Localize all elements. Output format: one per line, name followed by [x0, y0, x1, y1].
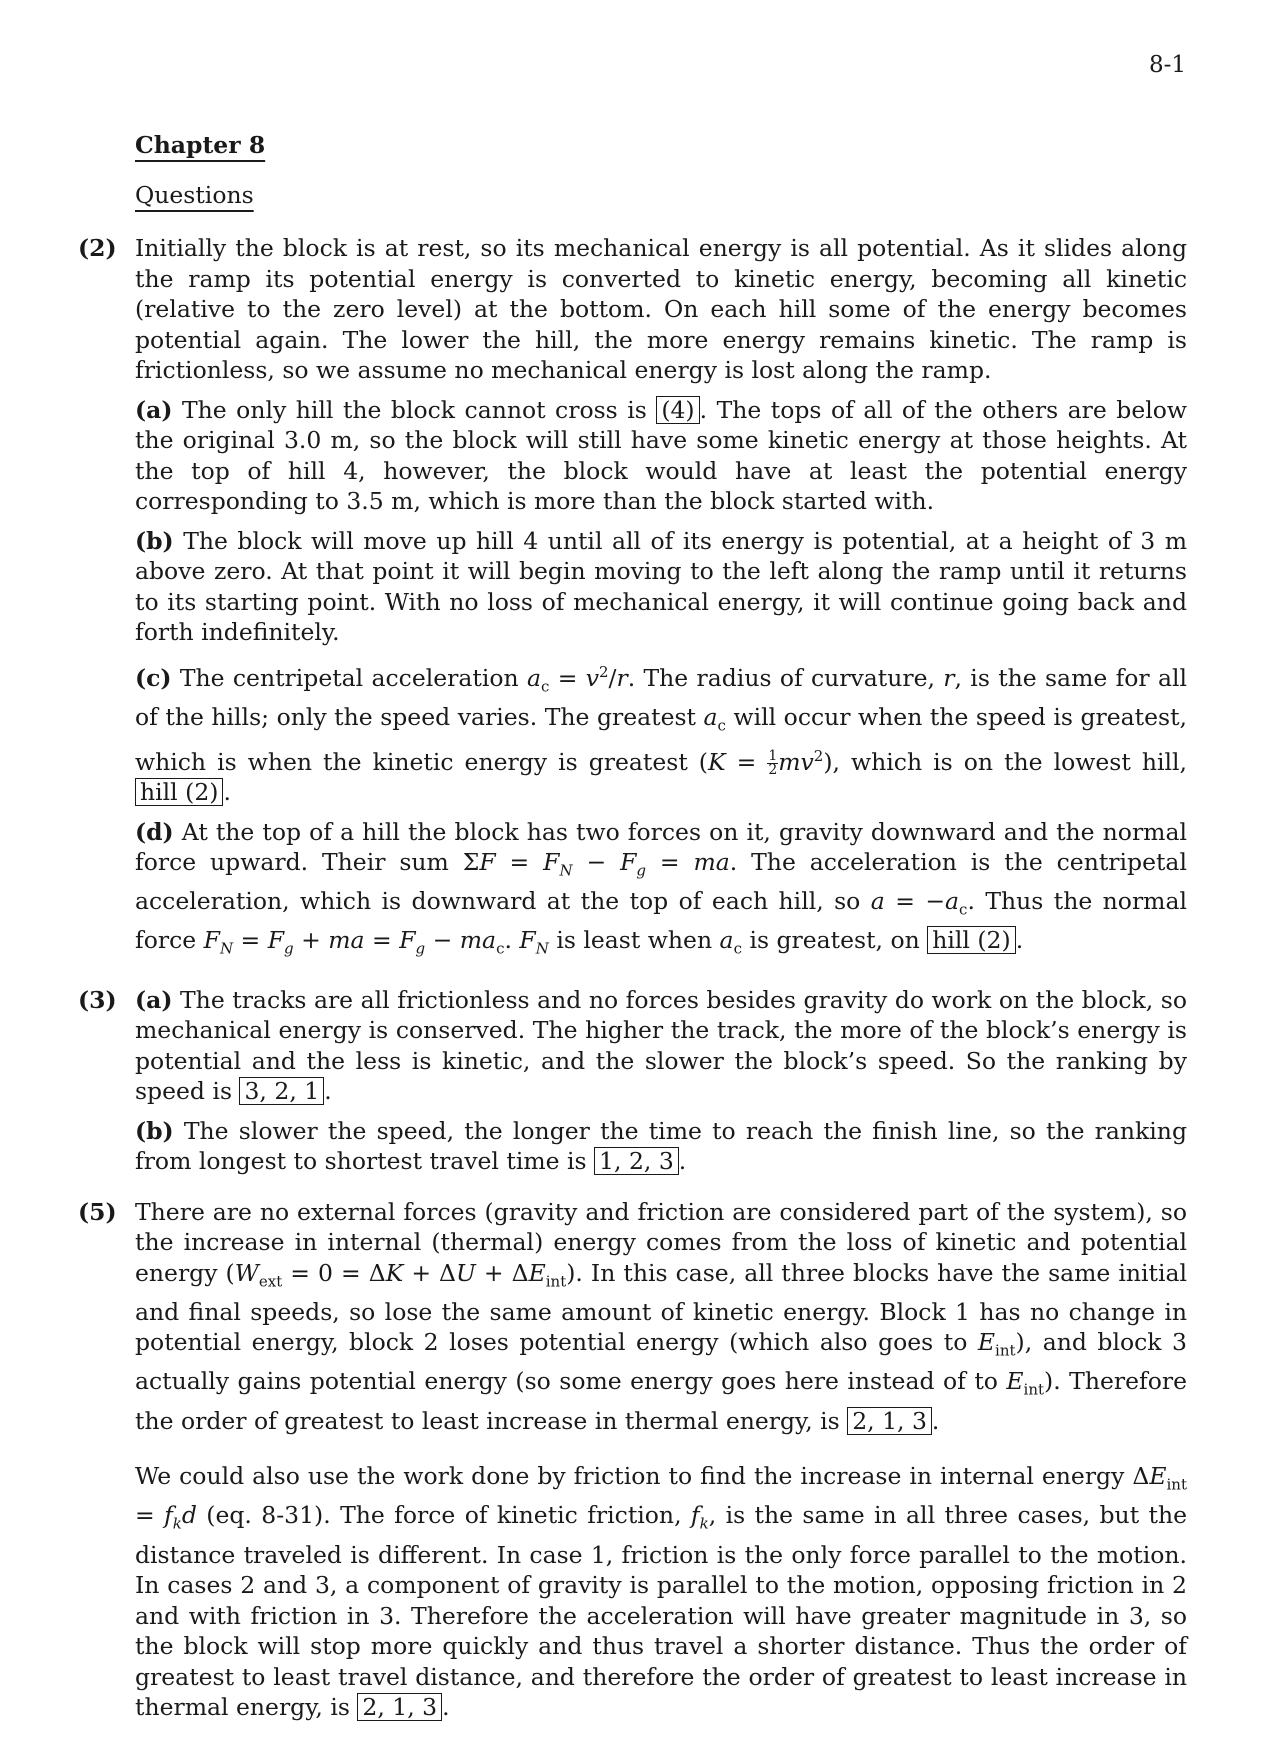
answer-box: hill (2) — [927, 926, 1015, 954]
question-5-para-2: We could also use the work done by friction to find the increase in internal energy $\Delta E_{int} = f_kd$ (eq. 8-31). The force of kinetic friction, $f_k$, is the same in all three cases, but the distance traveled is different. In case 1, friction is the only force parallel to the motion. In cases 2 and 3, a component of gravity is parallel to the motion, opposing friction in 2 and with friction in 3. Therefore the acceleration will have greater magnitude in 3, so the block will stop more quickly and thus travel a shorter distance. Thus the order of greatest to least travel distance, and therefore the order of greatest to least increase in thermal energy, is 2, 1, 3 . — [135, 1462, 1188, 1722]
question-2-part-b: (b) The block will move up hill 4 until all of its energy is potential, at a height of 3 m above zero. At that point it will begin moving to the left along the ramp until it returns to its starting point. With no loss of mechanical energy, it will continue going back and forth indefinitely. — [135, 526, 1187, 646]
question-number: (2) — [78, 234, 117, 262]
question-2-intro: Initially the block is at rest, so its mechanical energy is all potential. As it slides along the ramp its potential energy is converted to kinetic energy, becoming all kinetic (relative to the zero level) at the bottom. On each hill some of the energy becomes potential again. The lower the hill, the more energy remains kinetic. The ramp is frictionless, so we assume no mechanical energy is lost along the ramp. — [135, 234, 1187, 384]
answer-box: 2, 1, 3 — [847, 1407, 932, 1435]
answer-box: 2, 1, 3 — [357, 1693, 442, 1721]
question-5-para-1: There are no external forces (gravity and friction are considered part of the system), so the increase in internal (thermal) energy comes from the loss of kinetic and potential energy $(W_{ext} = 0 = \Delta K + \Delta U + \Delta E_{int})$. In this case, all three blocks have the same initial and final speeds, so lose the same amount of kinetic energy. Block 1 has no change in potential energy, block 2 loses potential energy (which also goes to $E_{int}$), and block 3 actually gains potential energy (so some energy goes here instead of to $E_{int}$). Therefore the order of greatest to least increase in thermal energy, is 2, 1, 3 . — [135, 1197, 1188, 1435]
question-2 — [78, 233, 1187, 965]
question-3 — [78, 985, 1187, 1177]
chapter-title: Chapter 8 — [135, 131, 266, 159]
answer-box: 3, 2, 1 — [239, 1077, 324, 1105]
question-2-part-d: (d) At the top of a hill the block has two forces on it, gravity downward and the normal force upward. Their sum $\Sigma F = F_N - F_g$ = ma. The acceleration is the centripetal acceleration, which is downward at the top of each hill, so $a = -a_c$. Thus the normal force $F_N = F_g$ + ma = $F_g - ma_c$. $F_N$ is least when $a_c$ is greatest, on hill (2) . — [135, 817, 1187, 959]
question-2-part-c: (c) The centripetal acceleration $a_c = v^2/r$. The radius of curvature, r, is the same for all of the hills; only the speed varies. The greatest $a_c$ will occur when the speed is greatest, which is when the kinetic energy is greatest (K = $\frac{1}{2}$ $mv^2$), which is on the lowest hill, hill (2) . — [135, 662, 1187, 807]
answer-box: 1, 2, 3 — [594, 1147, 679, 1175]
answers-body — [78, 233, 1187, 1743]
question-5 — [78, 1197, 1187, 1723]
part-label: (b) — [135, 526, 174, 555]
fraction: $\frac{1}{2}$ — [768, 747, 778, 778]
part-label: (a) — [135, 985, 173, 1014]
question-3-part-a: (a) The tracks are all frictionless and no forces besides gravity do work on the block, so mechanical energy is conserved. The higher the track, the more of the block’s energy is potential and the less is kinetic, and the slower the block’s speed. So the ranking by speed is 3, 2, 1 . — [135, 985, 1187, 1106]
section-title: Questions — [135, 181, 254, 209]
question-number: (5) — [78, 1197, 117, 1226]
question-2-part-a: (a) The only hill the block cannot cross is (4) . The tops of all of the others are below the original 3.0 m, so the block will still have some kinetic energy at those heights. At the top of hill 4, however, the block would have at least the potential energy corresponding to 3.5 m, which is more than the block started with. — [135, 395, 1188, 515]
page-number: 8-1 — [1148, 52, 1186, 78]
part-label: (b) — [135, 1116, 174, 1145]
part-label: (c) — [135, 663, 172, 692]
answer-box: (4) — [656, 396, 699, 424]
question-number: (3) — [78, 985, 117, 1014]
answer-box: hill (2) — [135, 778, 223, 806]
part-label: (d) — [135, 817, 174, 846]
part-label: (a) — [135, 395, 173, 424]
question-3-part-b: (b) The slower the speed, the longer the time to reach the finish line, so the ranking from longest to shortest travel time is 1, 2, 3 . — [135, 1116, 1187, 1176]
